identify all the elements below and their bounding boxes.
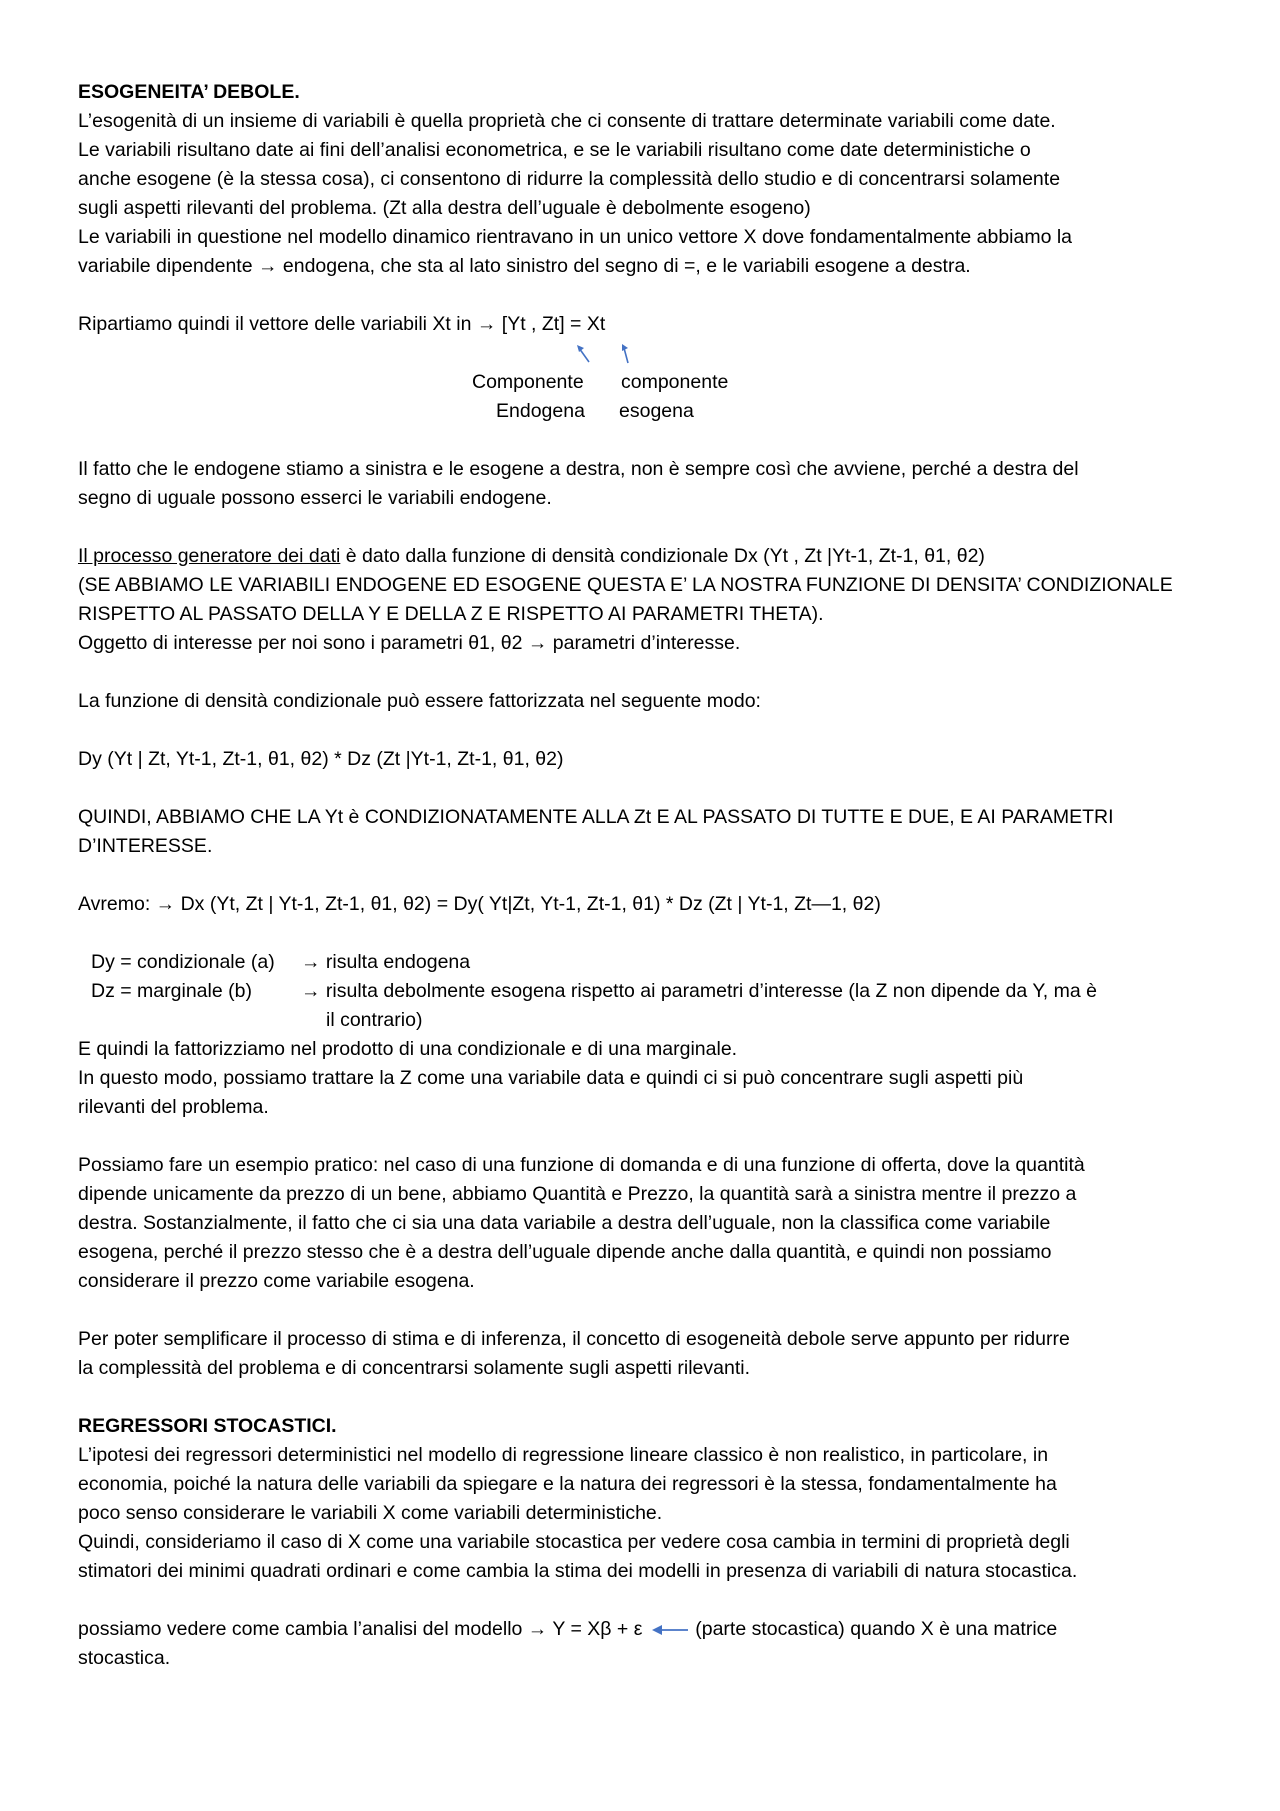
paragraph-line: (SE ABBIAMO LE VARIABILI ENDOGENE ED ESOGENE QUESTA E’ LA NOSTRA FUNZIONE DI DENSITA’ CONDIZIONALE xyxy=(78,574,1173,596)
label-endogenous-2: Endogena xyxy=(496,400,585,422)
dz-definition xyxy=(78,977,1218,1006)
paragraph-line: Le variabili risultano date ai fini dell’analisi econometrica, e se le variabili risultano come date deterministiche o xyxy=(78,139,1031,161)
left-arrow-icon xyxy=(652,1624,690,1636)
arrow-to-yt-icon xyxy=(575,343,593,365)
label-exogenous-1: componente xyxy=(621,371,729,393)
paragraph-line: Per poter semplificare il processo di stima e di inferenza, il concetto di esogeneità debole serve appunto per ridurre xyxy=(78,1328,1070,1350)
paragraph-line: In questo modo, possiamo trattare la Z come una variabile data e quindi ci si può concentrare sugli aspetti più xyxy=(78,1067,1024,1089)
paragraph-line: stimatori dei minimi quadrati ordinari e come cambia la stima dei modelli in presenza di variabili di natura stocastica. xyxy=(78,1560,1078,1582)
paragraph-line: poco senso considerare le variabili X come variabili deterministiche. xyxy=(78,1502,663,1524)
dgp-line xyxy=(78,542,1218,571)
paragraph-line: Il fatto che le endogene stiamo a sinistra e le esogene a destra, non è sempre così che avviene, perché a destra del xyxy=(78,458,1079,480)
dz-continuation: il contrario) xyxy=(326,1009,423,1031)
paragraph-line: la complessità del problema e di concentrarsi solamente sugli aspetti rilevanti. xyxy=(78,1357,750,1379)
label-exogenous-2: esogena xyxy=(619,400,694,422)
dgp-rest: è dato dalla funzione di densità condizionale Dx (Yt , Zt |Yt-1, Zt-1, θ1, θ2) xyxy=(340,545,985,567)
paragraph-line: E quindi la fattorizziamo nel prodotto di una condizionale e di una marginale. xyxy=(78,1038,738,1060)
paragraph-line: Possiamo fare un esempio pratico: nel caso di una funzione di domanda e di una funzione di offerta, dove la quantità xyxy=(78,1154,1085,1176)
document-page xyxy=(78,78,1218,1673)
paragraph-line: Le variabili in questione nel modello dinamico rientravano in un unico vettore X dove fondamentalmente abbiamo la xyxy=(78,226,1073,248)
dz-label: Dz = marginale (b) xyxy=(91,980,252,1002)
paragraph-line: rilevanti del problema. xyxy=(78,1096,269,1118)
dz-text: → risulta debolmente esogena rispetto ai parametri d’interesse (la Z non dipende da Y, ma è xyxy=(301,980,1097,1002)
component-arrows xyxy=(78,339,1218,368)
dgp-underlined: Il processo generatore dei dati xyxy=(78,545,341,567)
paragraph-line: esogena, perché il prezzo stesso che è a destra dell’uguale dipende anche dalla quantità, e quindi non possiamo xyxy=(78,1241,1052,1263)
paragraph-line: QUINDI, ABBIAMO CHE LA Yt è CONDIZIONATAMENTE ALLA Zt E AL PASSATO DI TUTTE E DUE, E AI PARAMETRI xyxy=(78,806,1114,828)
dy-definition xyxy=(78,948,1218,977)
component-labels xyxy=(78,368,1218,426)
paragraph-line: considerare il prezzo come variabile esogena. xyxy=(78,1270,475,1292)
paragraph-line: L’esogenità di un insieme di variabili è quella proprietà che ci consente di trattare determinate variabili come date. xyxy=(78,110,1056,132)
paragraph-line: Oggetto di interesse per noi sono i parametri θ1, θ2 → parametri d’interesse. xyxy=(78,632,741,654)
paragraph-line: variabile dipendente → endogena, che sta al lato sinistro del segno di =, e le variabili esogene a destra. xyxy=(78,255,971,277)
paragraph-line: economia, poiché la natura delle variabili da spiegare e la natura dei regressori è la stessa, fondamentalmente ha xyxy=(78,1473,1057,1495)
model-equation: possiamo vedere come cambia l’analisi del modello → Y = Xβ + ε xyxy=(78,1618,643,1640)
dy-label: Dy = condizionale (a) xyxy=(91,951,275,973)
section-title-stochastic-regressors: REGRESSORI STOCASTICI. xyxy=(78,1415,337,1437)
model-stochastic-note: (parte stocastica) quando X è una matrice xyxy=(689,1618,1058,1640)
paragraph-line: destra. Sostanzialmente, il fatto che ci sia una data variabile a destra dell’uguale, non la classifica come variabile xyxy=(78,1212,1051,1234)
paragraph-line: Quindi, consideriamo il caso di X come una variabile stocastica per vedere cosa cambia in termini di proprietà degli xyxy=(78,1531,1070,1553)
vector-split-line: Ripartiamo quindi il vettore delle variabili Xt in → [Yt , Zt] = Xt xyxy=(78,313,606,335)
section-title-weak-exogeneity: ESOGENEITA’ DEBOLE. xyxy=(78,81,300,103)
dy-text: → risulta endogena xyxy=(301,951,471,973)
paragraph-line: La funzione di densità condizionale può essere fattorizzata nel seguente modo: xyxy=(78,690,761,712)
model-line xyxy=(78,1615,1218,1644)
paragraph-line: D’INTERESSE. xyxy=(78,835,213,857)
arrow-to-zt-icon xyxy=(619,343,635,365)
paragraph-line: anche esogene (è la stessa cosa), ci consentono di ridurre la complessità dello studio e di concentrarsi solamente xyxy=(78,168,1061,190)
formula-factorization: Dy (Yt | Zt, Yt-1, Zt-1, θ1, θ2) * Dz (Zt |Yt-1, Zt-1, θ1, θ2) xyxy=(78,748,564,770)
paragraph-line: dipende unicamente da prezzo di un bene, abbiamo Quantità e Prezzo, la quantità sarà a sinistra mentre il prezzo a xyxy=(78,1183,1077,1205)
paragraph-line: sugli aspetti rilevanti del problema. (Zt alla destra dell’uguale è debolmente esogeno) xyxy=(78,197,811,219)
paragraph-line: segno di uguale possono esserci le variabili endogene. xyxy=(78,487,552,509)
label-endogenous-1: Componente xyxy=(472,371,584,393)
paragraph-line: L’ipotesi dei regressori deterministici nel modello di regressione lineare classico è non realistico, in particolare, in xyxy=(78,1444,1049,1466)
formula-avremo: Avremo: → Dx (Yt, Zt | Yt-1, Zt-1, θ1, θ2) = Dy( Yt|Zt, Yt-1, Zt-1, θ1) * Dz (Zt | Yt-1, Zt—1, θ2) xyxy=(78,893,881,915)
paragraph-line: stocastica. xyxy=(78,1647,171,1669)
paragraph-line: RISPETTO AL PASSATO DELLA Y E DELLA Z E RISPETTO AI PARAMETRI THETA). xyxy=(78,603,824,625)
